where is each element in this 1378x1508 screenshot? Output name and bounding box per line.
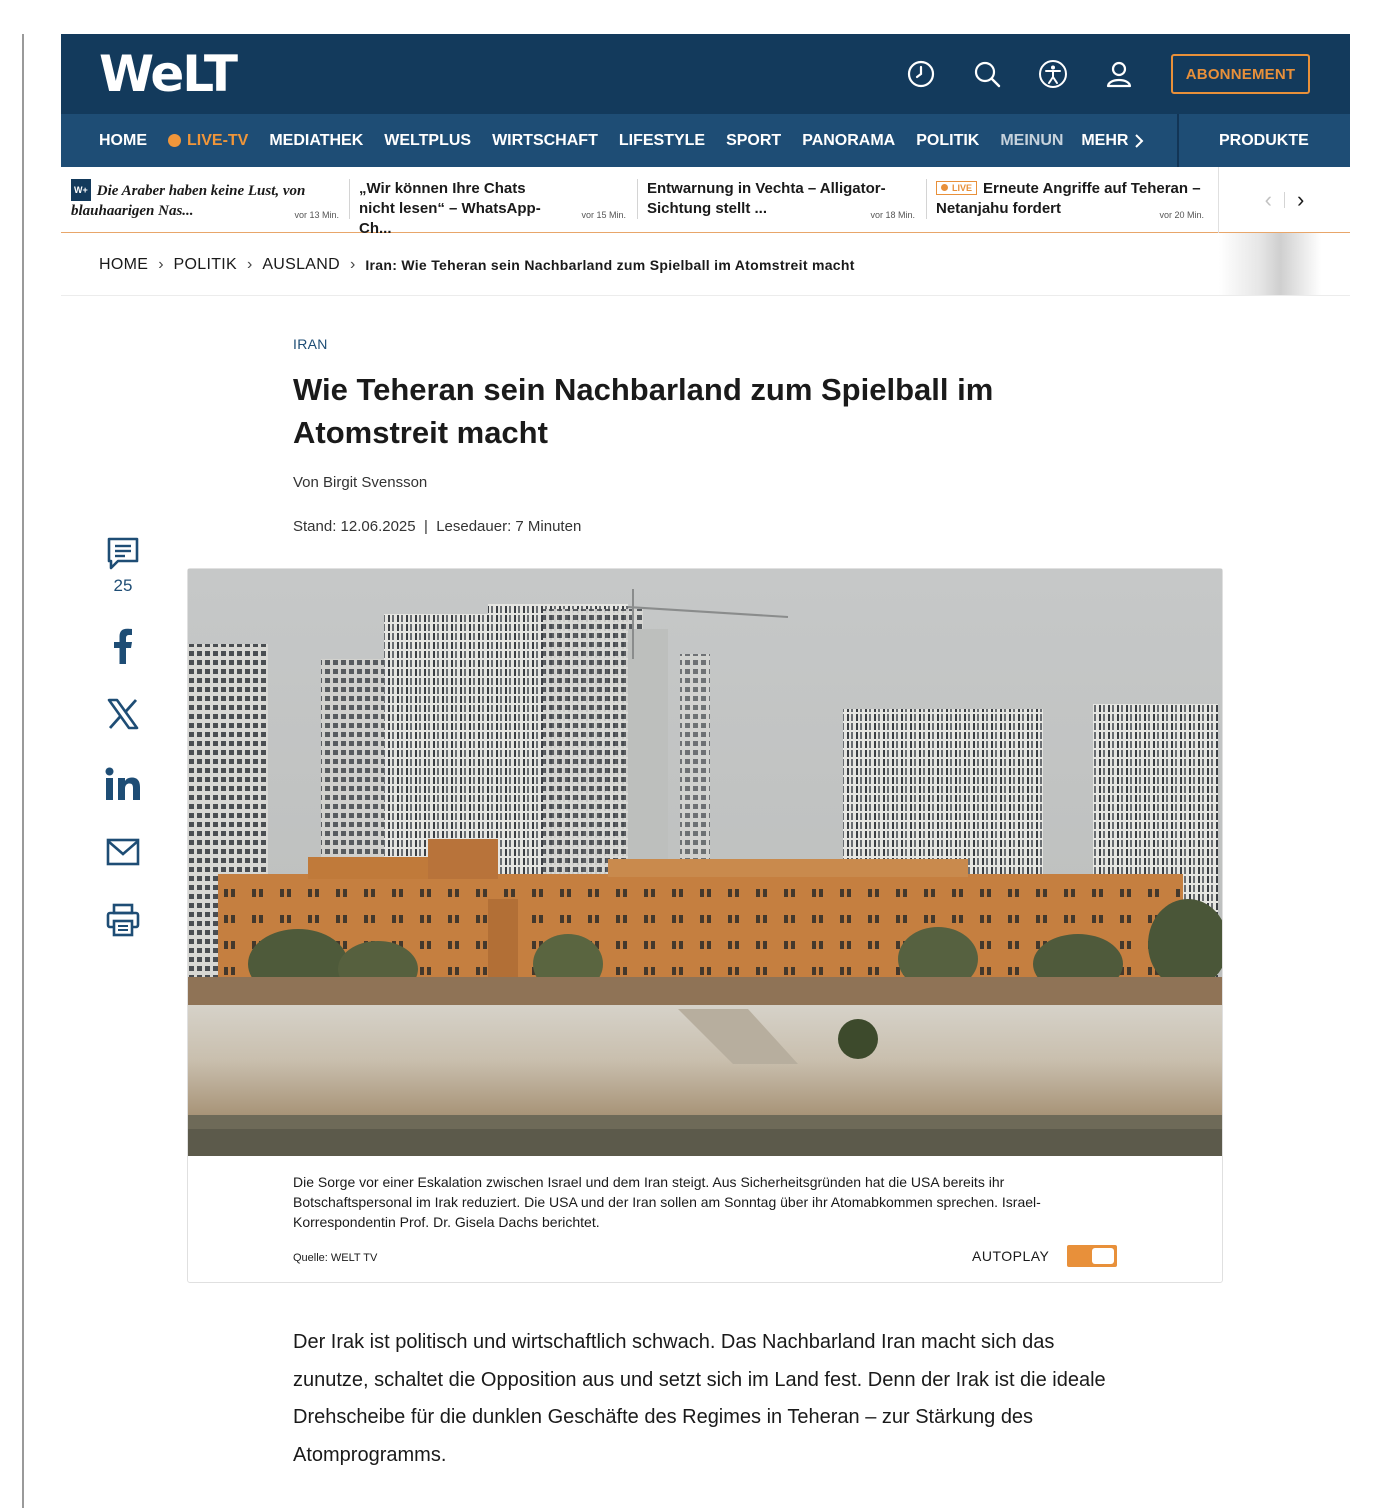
video-thumbnail[interactable] [188,569,1222,1156]
ticker-item[interactable] [647,179,915,223]
ticker-divider [926,179,927,219]
breadcrumb-fade [1219,233,1321,295]
live-dot-icon [168,134,181,147]
ticker-item[interactable] [359,179,626,237]
main-nav [61,114,1350,167]
nav-divider [1177,114,1179,167]
print-icon[interactable] [105,900,141,940]
weltplus-badge: W+ [71,179,91,201]
nav-wirtschaft[interactable]: WIRTSCHAFT [492,131,598,149]
page-left-rule [22,34,24,1508]
autoplay-toggle[interactable] [1067,1245,1117,1267]
nav-produkte[interactable]: PRODUKTE [1219,131,1309,149]
ticker-time: vor 15 Min. [581,210,626,220]
breadcrumb-home[interactable]: HOME [99,256,149,273]
live-badge-label: LIVE [952,182,973,193]
article-reading-time: Lesedauer: 7 Minuten [436,518,582,535]
embassy-image [188,569,1222,1156]
autoplay-toggle-knob [1092,1248,1114,1264]
breadcrumb [99,256,855,274]
article-kicker[interactable]: IRAN [293,336,328,352]
clock-icon[interactable] [903,56,939,92]
ticker-item[interactable] [936,179,1204,223]
nav-sport[interactable]: SPORT [726,131,782,149]
chevron-right-icon: › [158,256,164,273]
ticker-time: vor 20 Min. [1145,210,1204,220]
comments-icon[interactable] [105,534,141,574]
welt-logo[interactable]: WeLT [99,45,236,103]
user-icon[interactable] [1101,56,1137,92]
x-icon[interactable] [105,694,141,734]
accessibility-icon[interactable] [1035,56,1071,92]
search-icon[interactable] [969,56,1005,92]
facebook-icon[interactable] [105,626,141,666]
news-ticker [61,167,1350,237]
breadcrumb-politik[interactable]: POLITIK [173,256,237,273]
chevron-right-icon: › [350,256,356,273]
ticker-title: Entwarnung in Vechta – Alligator-Sichtung stellt ... [647,180,886,217]
autoplay-label: AUTOPLAY [972,1248,1050,1264]
chevron-right-icon [1132,133,1146,149]
chevron-right-icon: › [246,256,253,273]
ticker-prev-icon[interactable]: ‹ [1264,187,1272,212]
nav-politik[interactable]: POLITIK [916,131,980,149]
nav-home[interactable]: HOME [99,131,147,149]
author-name[interactable]: Birgit Svensson [323,474,428,491]
ticker-time: vor 13 Min. [294,210,339,220]
ticker-pager [1218,167,1350,233]
nav-lifestyle[interactable]: LIFESTYLE [618,131,706,149]
abonnement-button[interactable]: ABONNEMENT [1171,54,1310,94]
ticker-title: Die Araber haben keine Lust, von blauhaarigen Nas... [71,183,306,219]
linkedin-icon[interactable] [105,764,141,804]
article-headline: Wie Teheran sein Nachbarland zum Spielball im Atomstreit macht [293,372,994,450]
ticker-item[interactable] [71,179,339,223]
video-caption: Die Sorge vor einer Eskalation zwischen Israel und dem Iran steigt. Aus Sicherheitsgründen hat die USA bereits ihr Botschaftspersonal im Irak reduziert. Die USA und der Iran sollen am Sonntag über ihr Atomabkommen sprechen. Israel-Korrespondentin Prof. Dr. Gisela Dachs berichtet. [293,1174,1041,1230]
ticker-pager-divider [1284,192,1285,208]
ticker-title: Erneute Angriffe auf Teheran – Netanjahu fordert [936,180,1201,217]
ticker-divider [637,179,638,219]
mail-icon[interactable] [105,832,141,872]
article-date: Stand: 12.06.2025 [293,518,416,535]
article-author [293,474,427,491]
comment-count[interactable]: 25 [113,576,133,595]
ticker-time: vor 18 Min. [870,210,915,220]
nav-mehr[interactable] [1081,132,1146,150]
video-player [187,568,1223,1283]
ticker-divider [349,179,350,219]
page [61,34,1350,1508]
nav-live-tv[interactable] [168,132,248,150]
breadcrumb-divider [61,295,1350,296]
nav-mehr-label: MEHR [1081,131,1129,149]
nav-meinung[interactable]: MEINUN [1000,131,1064,149]
breadcrumb-ausland[interactable]: AUSLAND [262,256,340,273]
video-source: Quelle: WELT TV [293,1252,378,1264]
live-badge [936,181,977,195]
ticker-next-icon[interactable]: › [1297,187,1305,212]
top-icons [903,56,1137,92]
author-prefix: Von [293,474,319,491]
ticker-title: „Wir können Ihre Chats nicht lesen“ – WhatsApp-Ch... [359,180,541,237]
article-meta: Stand: 12.06.2025 | Lesedauer: 7 Minuten [293,518,582,535]
nav-panorama[interactable]: PANORAMA [802,131,896,149]
live-dot-icon [941,184,948,191]
nav-weltplus[interactable]: WELTPLUS [384,131,472,149]
nav-mediathek[interactable]: MEDIATHEK [269,131,364,149]
nav-live-tv-label: LIVE-TV [187,131,249,149]
article-lead: Der Irak ist politisch und wirtschaftlich schwach. Das Nachbarland Iran macht sich das zunutze, schaltet die Opposition aus und setzt sich im Land fest. Denn der Irak ist die ideale Drehscheibe für die dunklen Geschäfte des Regimes in Teheran – zur Stärkung des Atomprogramms. [293,1331,1106,1466]
breadcrumb-current: Iran: Wie Teheran sein Nachbarland zum Spielball im Atomstreit macht [365,257,855,273]
top-bar [61,34,1350,114]
